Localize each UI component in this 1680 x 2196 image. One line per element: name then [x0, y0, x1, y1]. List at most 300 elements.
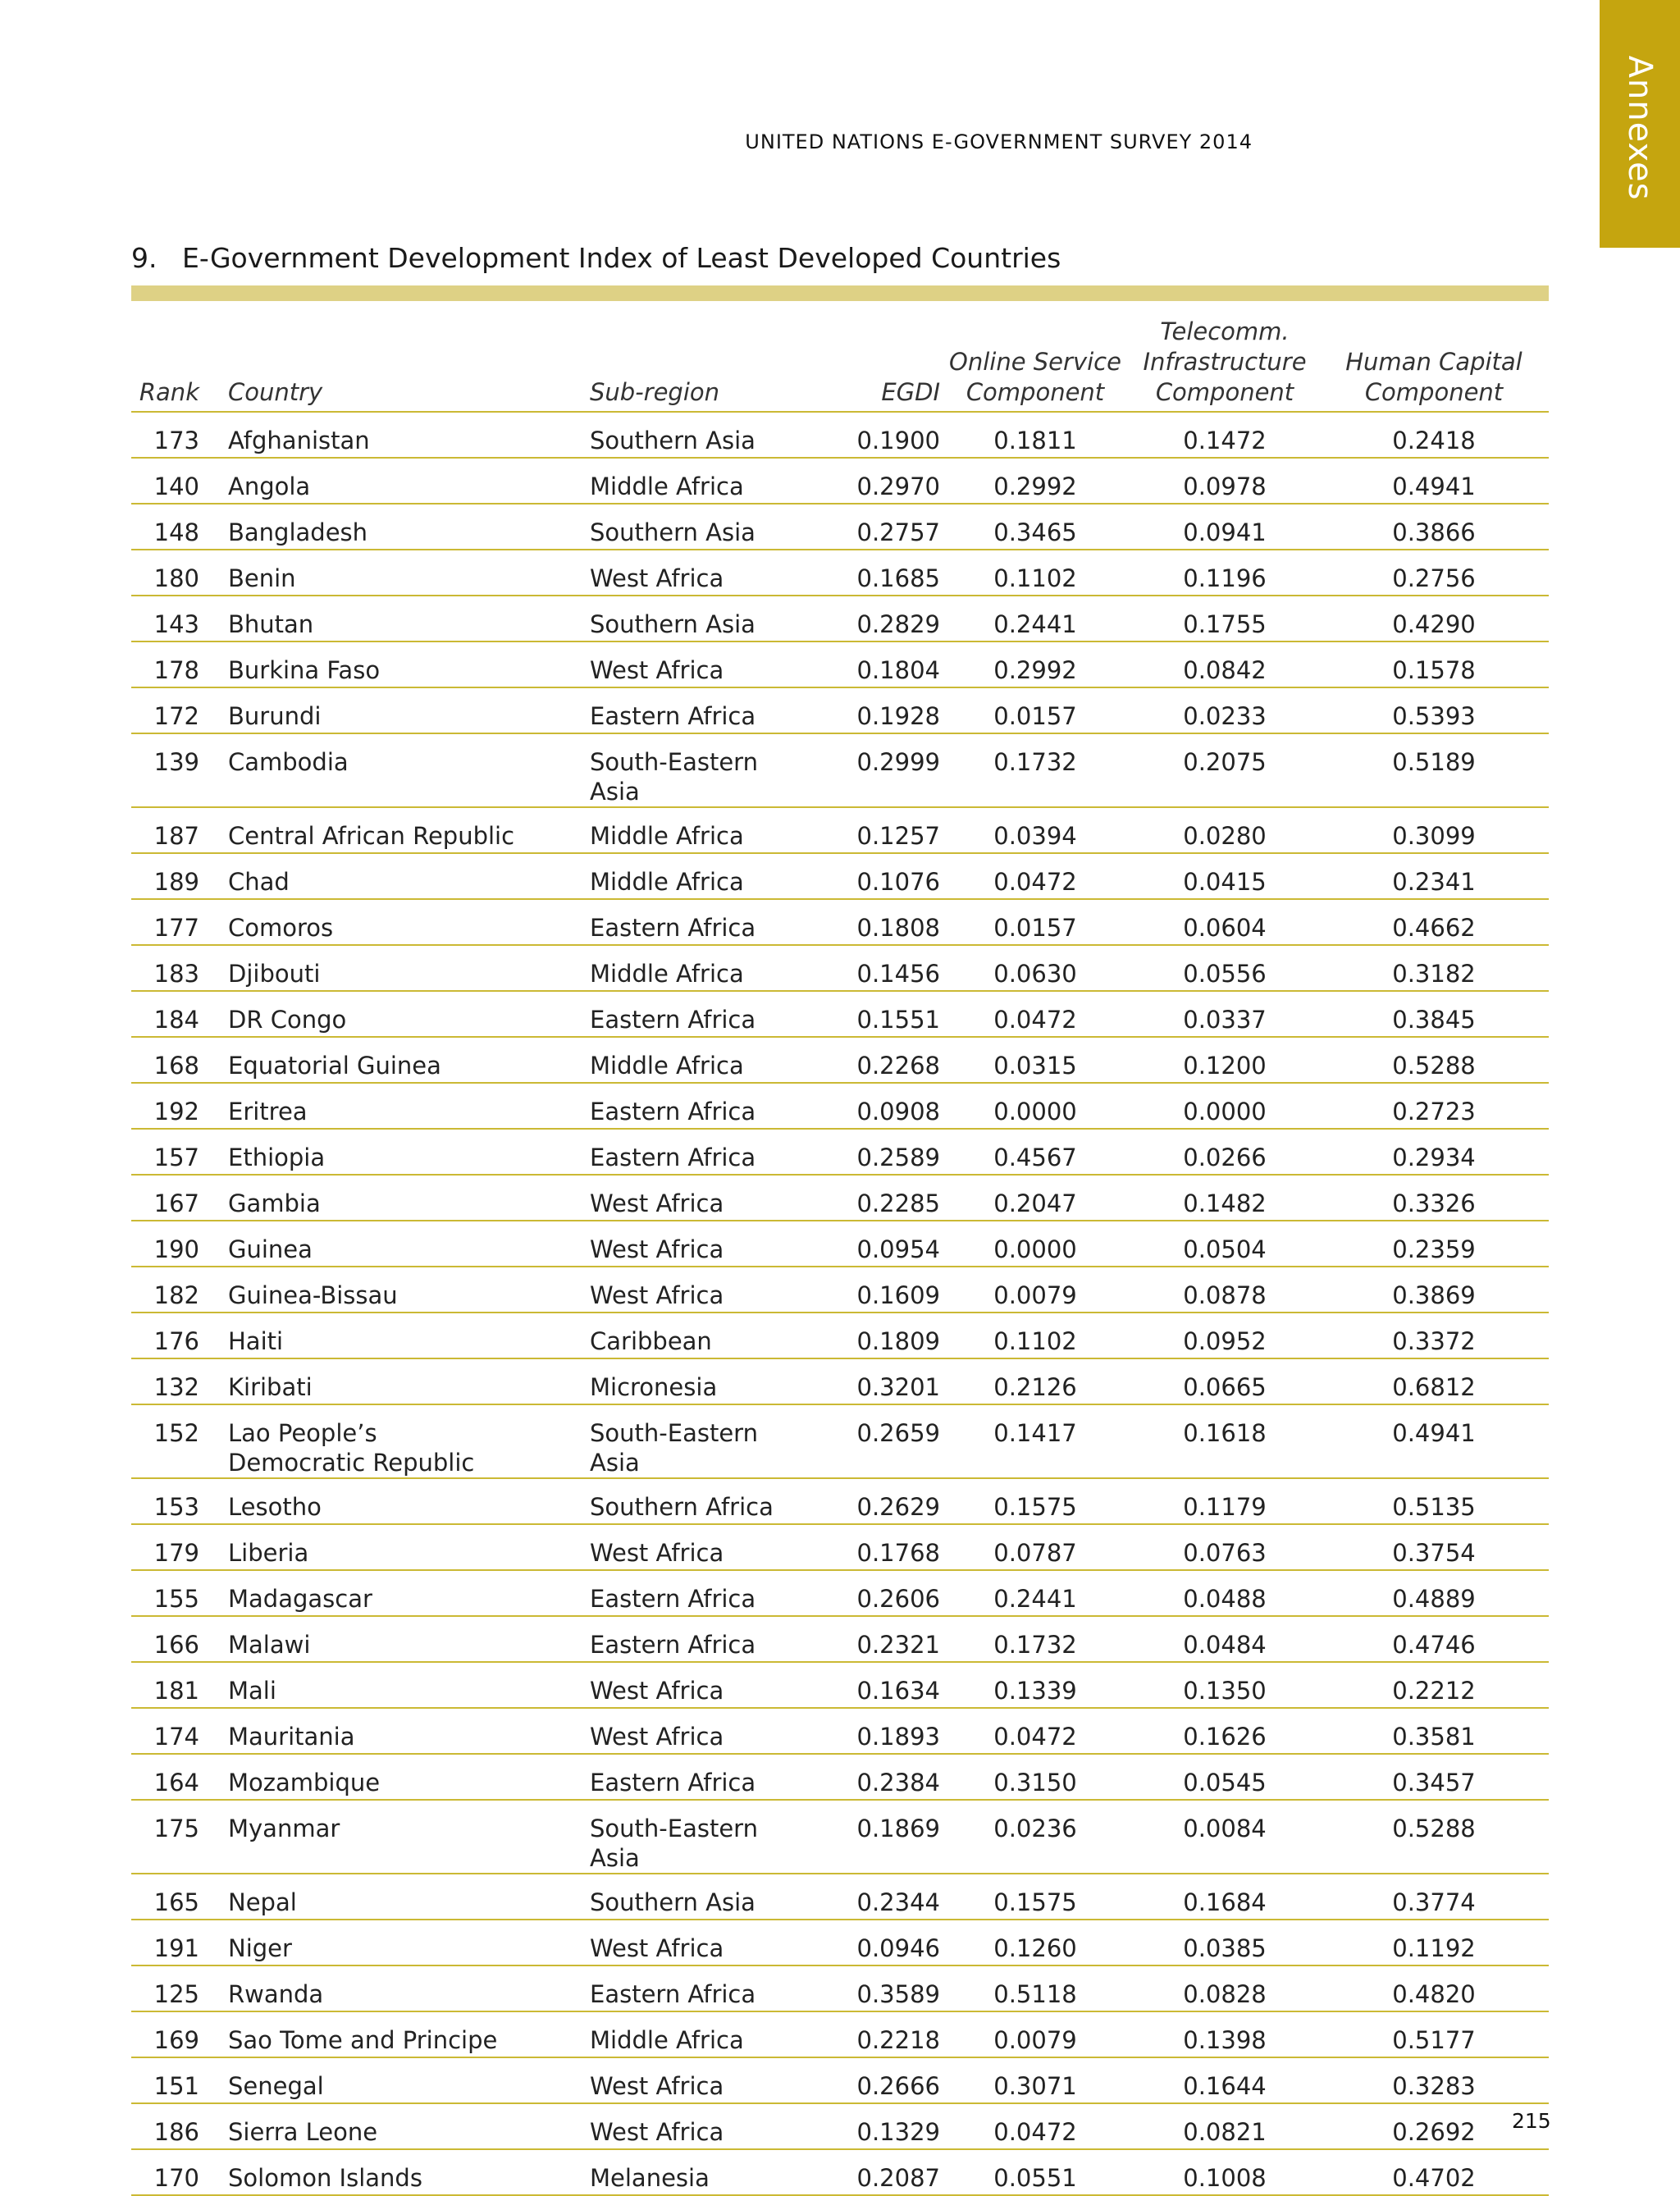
egdi-cell: 0.2970 — [810, 458, 940, 504]
telecomm-cell: 0.0941 — [1130, 504, 1319, 550]
online-service-cell: 0.2126 — [940, 1358, 1130, 1404]
country-cell: Equatorial Guinea — [203, 1037, 590, 1083]
telecomm-cell: 0.0604 — [1130, 899, 1319, 945]
rank-cell: 125 — [131, 1965, 203, 2011]
telecomm-cell: 0.0828 — [1130, 1965, 1319, 2011]
country-cell: Niger — [203, 1920, 590, 1965]
online-service-cell: 0.1417 — [940, 1404, 1130, 1478]
online-service-cell: 0.1339 — [940, 1662, 1130, 1708]
country-cell: Bangladesh — [203, 504, 590, 550]
table-row — [131, 807, 1549, 853]
telecomm-cell: 0.0504 — [1130, 1221, 1319, 1267]
online-service-cell: 0.0551 — [940, 2149, 1130, 2195]
survey-header: UNITED NATIONS E-GOVERNMENT SURVEY 2014 — [745, 130, 1253, 153]
online-service-cell: 0.0472 — [940, 853, 1130, 899]
human-capital-cell: 0.5288 — [1319, 1800, 1549, 1874]
country-cell: Guinea-Bissau — [203, 1267, 590, 1313]
human-capital-cell: 0.3869 — [1319, 1267, 1549, 1313]
country-cell: Afghanistan — [203, 412, 590, 458]
telecomm-cell: 0.1755 — [1130, 596, 1319, 641]
table-row — [131, 1083, 1549, 1129]
telecomm-cell: 0.0385 — [1130, 1920, 1319, 1965]
human-capital-cell: 0.4889 — [1319, 1570, 1549, 1616]
subregion-cell: West Africa — [590, 1708, 810, 1754]
title-rule — [131, 285, 1549, 301]
telecomm-cell: 0.0484 — [1130, 1616, 1319, 1662]
subregion-cell: West Africa — [590, 2103, 810, 2149]
subregion-cell: Eastern Africa — [590, 1754, 810, 1800]
table-row — [131, 1358, 1549, 1404]
online-service-cell: 0.2047 — [940, 1175, 1130, 1221]
country-cell: Gambia — [203, 1175, 590, 1221]
subregion-cell: South-Eastern Asia — [590, 1404, 810, 1478]
telecomm-cell: 0.1626 — [1130, 1708, 1319, 1754]
egdi-cell: 0.2666 — [810, 2057, 940, 2103]
country-cell: Ethiopia — [203, 1129, 590, 1175]
telecomm-cell: 0.0763 — [1130, 1524, 1319, 1570]
rank-cell: 139 — [131, 733, 203, 807]
country-cell: Eritrea — [203, 1083, 590, 1129]
online-service-cell: 0.0157 — [940, 899, 1130, 945]
country-cell: Solomon Islands — [203, 2149, 590, 2195]
rank-cell: 172 — [131, 687, 203, 733]
subregion-cell: Caribbean — [590, 1313, 810, 1358]
rank-cell: 186 — [131, 2103, 203, 2149]
egdi-cell: 0.1257 — [810, 807, 940, 853]
human-capital-cell: 0.3099 — [1319, 807, 1549, 853]
human-capital-cell: 0.3866 — [1319, 504, 1549, 550]
annexes-tab — [1600, 0, 1680, 248]
country-cell: Mauritania — [203, 1708, 590, 1754]
subregion-cell: West Africa — [590, 641, 810, 687]
telecomm-cell: 0.1482 — [1130, 1175, 1319, 1221]
col-subregion-header: Sub-region — [590, 310, 810, 412]
telecomm-cell: 0.0000 — [1130, 1083, 1319, 1129]
table-row — [131, 899, 1549, 945]
human-capital-cell: 0.4746 — [1319, 1616, 1549, 1662]
subregion-cell: West Africa — [590, 1524, 810, 1570]
subregion-cell: West Africa — [590, 1662, 810, 1708]
egdi-cell: 0.2268 — [810, 1037, 940, 1083]
human-capital-cell: 0.2756 — [1319, 550, 1549, 596]
online-service-cell: 0.0630 — [940, 945, 1130, 991]
egdi-cell: 0.1804 — [810, 641, 940, 687]
human-capital-cell: 0.3182 — [1319, 945, 1549, 991]
table-row — [131, 458, 1549, 504]
table-row — [131, 687, 1549, 733]
subregion-cell: Melanesia — [590, 2149, 810, 2195]
subregion-cell: Micronesia — [590, 1358, 810, 1404]
online-service-cell: 0.3150 — [940, 1754, 1130, 1800]
egdi-cell: 0.2606 — [810, 1570, 940, 1616]
section-number: 9. — [131, 242, 158, 274]
table-row — [131, 2149, 1549, 2195]
egdi-cell: 0.2344 — [810, 1874, 940, 1920]
rank-cell: 170 — [131, 2149, 203, 2195]
subregion-cell: Southern Africa — [590, 1478, 810, 1524]
subregion-cell: Middle Africa — [590, 853, 810, 899]
table-row — [131, 1037, 1549, 1083]
country-cell: Bhutan — [203, 596, 590, 641]
subregion-cell: South-Eastern Asia — [590, 733, 810, 807]
human-capital-cell: 0.3326 — [1319, 1175, 1549, 1221]
human-capital-cell: 0.3774 — [1319, 1874, 1549, 1920]
table-row — [131, 1175, 1549, 1221]
telecomm-cell: 0.0821 — [1130, 2103, 1319, 2149]
country-cell: Mozambique — [203, 1754, 590, 1800]
online-service-cell: 0.0000 — [940, 1221, 1130, 1267]
human-capital-cell: 0.3581 — [1319, 1708, 1549, 1754]
country-cell: Angola — [203, 458, 590, 504]
online-service-cell: 0.1575 — [940, 1874, 1130, 1920]
online-service-cell: 0.1732 — [940, 1616, 1130, 1662]
human-capital-cell: 0.2359 — [1319, 1221, 1549, 1267]
egdi-cell: 0.1609 — [810, 1267, 940, 1313]
human-capital-cell: 0.4702 — [1319, 2149, 1549, 2195]
online-service-cell: 0.0236 — [940, 1800, 1130, 1874]
human-capital-cell: 0.2341 — [1319, 853, 1549, 899]
egdi-cell: 0.1076 — [810, 853, 940, 899]
human-capital-cell: 0.5135 — [1319, 1478, 1549, 1524]
telecomm-cell: 0.0978 — [1130, 458, 1319, 504]
online-service-cell: 0.1732 — [940, 733, 1130, 807]
country-cell: Myanmar — [203, 1800, 590, 1874]
country-cell: Nepal — [203, 1874, 590, 1920]
table-row — [131, 1874, 1549, 1920]
page-number: 215 — [1512, 2109, 1551, 2133]
rank-cell: 153 — [131, 1478, 203, 1524]
telecomm-cell: 0.1196 — [1130, 550, 1319, 596]
table-row — [131, 1800, 1549, 1874]
country-cell: Comoros — [203, 899, 590, 945]
table-row — [131, 2103, 1549, 2149]
subregion-cell: Middle Africa — [590, 2011, 810, 2057]
egdi-cell: 0.2285 — [810, 1175, 940, 1221]
online-service-cell: 0.2441 — [940, 596, 1130, 641]
online-service-cell: 0.0000 — [940, 1083, 1130, 1129]
telecomm-cell: 0.0266 — [1130, 1129, 1319, 1175]
rank-cell: 190 — [131, 1221, 203, 1267]
telecomm-cell: 0.0488 — [1130, 1570, 1319, 1616]
egdi-cell: 0.1809 — [810, 1313, 940, 1358]
egdi-table — [131, 310, 1549, 2196]
rank-cell: 165 — [131, 1874, 203, 1920]
subregion-cell: West Africa — [590, 1920, 810, 1965]
rank-cell: 189 — [131, 853, 203, 899]
subregion-cell: Eastern Africa — [590, 899, 810, 945]
online-service-cell: 0.1102 — [940, 1313, 1130, 1358]
egdi-cell: 0.2589 — [810, 1129, 940, 1175]
online-service-cell: 0.1811 — [940, 412, 1130, 458]
table-body — [131, 412, 1549, 2195]
rank-cell: 155 — [131, 1570, 203, 1616]
section-title — [131, 242, 1061, 274]
human-capital-cell: 0.2934 — [1319, 1129, 1549, 1175]
telecomm-cell: 0.0952 — [1130, 1313, 1319, 1358]
egdi-cell: 0.0954 — [810, 1221, 940, 1267]
human-capital-cell: 0.5189 — [1319, 733, 1549, 807]
rank-cell: 182 — [131, 1267, 203, 1313]
human-capital-cell: 0.2212 — [1319, 1662, 1549, 1708]
telecomm-cell: 0.1684 — [1130, 1874, 1319, 1920]
table-row — [131, 1313, 1549, 1358]
rank-cell: 192 — [131, 1083, 203, 1129]
table-row — [131, 641, 1549, 687]
table-row — [131, 1754, 1549, 1800]
country-cell: Mali — [203, 1662, 590, 1708]
rank-cell: 148 — [131, 504, 203, 550]
subregion-cell: Eastern Africa — [590, 1083, 810, 1129]
country-cell: Guinea — [203, 1221, 590, 1267]
egdi-cell: 0.2321 — [810, 1616, 940, 1662]
rank-cell: 173 — [131, 412, 203, 458]
online-service-cell: 0.3071 — [940, 2057, 1130, 2103]
col-egdi-header: EGDI — [810, 310, 940, 412]
country-cell: Cambodia — [203, 733, 590, 807]
table-row — [131, 1965, 1549, 2011]
country-cell: Haiti — [203, 1313, 590, 1358]
country-cell: Liberia — [203, 1524, 590, 1570]
rank-cell: 183 — [131, 945, 203, 991]
human-capital-cell: 0.4941 — [1319, 458, 1549, 504]
rank-cell: 169 — [131, 2011, 203, 2057]
telecomm-cell: 0.0878 — [1130, 1267, 1319, 1313]
online-service-cell: 0.5118 — [940, 1965, 1130, 2011]
telecomm-cell: 0.0337 — [1130, 991, 1319, 1037]
human-capital-cell: 0.3754 — [1319, 1524, 1549, 1570]
human-capital-cell: 0.5288 — [1319, 1037, 1549, 1083]
egdi-cell: 0.1869 — [810, 1800, 940, 1874]
online-service-cell: 0.0315 — [940, 1037, 1130, 1083]
subregion-cell: Eastern Africa — [590, 1965, 810, 2011]
table-row — [131, 1616, 1549, 1662]
human-capital-cell: 0.4941 — [1319, 1404, 1549, 1478]
col-country-header: Country — [203, 310, 590, 412]
egdi-cell: 0.2659 — [810, 1404, 940, 1478]
table-row — [131, 1708, 1549, 1754]
country-cell: Djibouti — [203, 945, 590, 991]
egdi-cell: 0.1808 — [810, 899, 940, 945]
table-row — [131, 504, 1549, 550]
country-cell: Rwanda — [203, 1965, 590, 2011]
table-row — [131, 1662, 1549, 1708]
rank-cell: 152 — [131, 1404, 203, 1478]
subregion-cell: Eastern Africa — [590, 1570, 810, 1616]
country-cell: Burkina Faso — [203, 641, 590, 687]
human-capital-cell: 0.4662 — [1319, 899, 1549, 945]
online-service-cell: 0.1102 — [940, 550, 1130, 596]
country-cell: Lao People’s Democratic Republic — [203, 1404, 590, 1478]
subregion-cell: Eastern Africa — [590, 1129, 810, 1175]
annexes-tab-label: Annexes — [1621, 55, 1659, 201]
subregion-cell: West Africa — [590, 1267, 810, 1313]
table-row — [131, 1404, 1549, 1478]
human-capital-cell: 0.2723 — [1319, 1083, 1549, 1129]
telecomm-cell: 0.1200 — [1130, 1037, 1319, 1083]
subregion-cell: Middle Africa — [590, 945, 810, 991]
telecomm-cell: 0.0233 — [1130, 687, 1319, 733]
egdi-cell: 0.2087 — [810, 2149, 940, 2195]
table-row — [131, 945, 1549, 991]
egdi-cell: 0.2757 — [810, 504, 940, 550]
telecomm-cell: 0.0556 — [1130, 945, 1319, 991]
egdi-cell: 0.1456 — [810, 945, 940, 991]
telecomm-cell: 0.0415 — [1130, 853, 1319, 899]
col-telecomm-header: Telecomm. Infrastructure Component — [1130, 310, 1319, 412]
country-cell: Sierra Leone — [203, 2103, 590, 2149]
rank-cell: 184 — [131, 991, 203, 1037]
rank-cell: 187 — [131, 807, 203, 853]
col-rank-header: Rank — [131, 310, 203, 412]
egdi-cell: 0.2218 — [810, 2011, 940, 2057]
country-cell: Kiribati — [203, 1358, 590, 1404]
online-service-cell: 0.0472 — [940, 2103, 1130, 2149]
egdi-cell: 0.0908 — [810, 1083, 940, 1129]
country-cell: Malawi — [203, 1616, 590, 1662]
subregion-cell: West Africa — [590, 2057, 810, 2103]
table-row — [131, 1524, 1549, 1570]
egdi-cell: 0.1329 — [810, 2103, 940, 2149]
subregion-cell: West Africa — [590, 550, 810, 596]
egdi-cell: 0.1768 — [810, 1524, 940, 1570]
rank-cell: 151 — [131, 2057, 203, 2103]
online-service-cell: 0.1260 — [940, 1920, 1130, 1965]
egdi-cell: 0.2384 — [810, 1754, 940, 1800]
subregion-cell: Southern Asia — [590, 596, 810, 641]
subregion-cell: Southern Asia — [590, 1874, 810, 1920]
egdi-cell: 0.1634 — [810, 1662, 940, 1708]
online-service-cell: 0.3465 — [940, 504, 1130, 550]
country-cell: Madagascar — [203, 1570, 590, 1616]
country-cell: DR Congo — [203, 991, 590, 1037]
online-service-cell: 0.0472 — [940, 991, 1130, 1037]
online-service-cell: 0.0787 — [940, 1524, 1130, 1570]
subregion-cell: Middle Africa — [590, 458, 810, 504]
table-row — [131, 1570, 1549, 1616]
subregion-cell: Southern Asia — [590, 504, 810, 550]
human-capital-cell: 0.5177 — [1319, 2011, 1549, 2057]
rank-cell: 180 — [131, 550, 203, 596]
telecomm-cell: 0.0842 — [1130, 641, 1319, 687]
rank-cell: 178 — [131, 641, 203, 687]
subregion-cell: South-Eastern Asia — [590, 1800, 810, 1874]
rank-cell: 143 — [131, 596, 203, 641]
country-cell: Sao Tome and Principe — [203, 2011, 590, 2057]
egdi-cell: 0.3201 — [810, 1358, 940, 1404]
telecomm-cell: 0.0280 — [1130, 807, 1319, 853]
rank-cell: 140 — [131, 458, 203, 504]
subregion-cell: Southern Asia — [590, 412, 810, 458]
telecomm-cell: 0.0545 — [1130, 1754, 1319, 1800]
rank-cell: 166 — [131, 1616, 203, 1662]
egdi-cell: 0.2829 — [810, 596, 940, 641]
subregion-cell: Eastern Africa — [590, 687, 810, 733]
human-capital-cell: 0.1578 — [1319, 641, 1549, 687]
table-row — [131, 2011, 1549, 2057]
rank-cell: 132 — [131, 1358, 203, 1404]
online-service-cell: 0.0394 — [940, 807, 1130, 853]
telecomm-cell: 0.1618 — [1130, 1404, 1319, 1478]
human-capital-cell: 0.2418 — [1319, 412, 1549, 458]
rank-cell: 174 — [131, 1708, 203, 1754]
table-row — [131, 1478, 1549, 1524]
rank-cell: 175 — [131, 1800, 203, 1874]
egdi-cell: 0.1893 — [810, 1708, 940, 1754]
col-online-service-header: Online Service Component — [940, 310, 1130, 412]
egdi-cell: 0.1551 — [810, 991, 940, 1037]
telecomm-cell: 0.1008 — [1130, 2149, 1319, 2195]
subregion-cell: Eastern Africa — [590, 1616, 810, 1662]
human-capital-cell: 0.2692 — [1319, 2103, 1549, 2149]
human-capital-cell: 0.6812 — [1319, 1358, 1549, 1404]
egdi-cell: 0.2629 — [810, 1478, 940, 1524]
egdi-cell: 0.1928 — [810, 687, 940, 733]
online-service-cell: 0.0472 — [940, 1708, 1130, 1754]
subregion-cell: Eastern Africa — [590, 991, 810, 1037]
rank-cell: 177 — [131, 899, 203, 945]
telecomm-cell: 0.1350 — [1130, 1662, 1319, 1708]
telecomm-cell: 0.0665 — [1130, 1358, 1319, 1404]
human-capital-cell: 0.4290 — [1319, 596, 1549, 641]
egdi-cell: 0.2999 — [810, 733, 940, 807]
table-row — [131, 733, 1549, 807]
subregion-cell: Middle Africa — [590, 1037, 810, 1083]
telecomm-cell: 0.1398 — [1130, 2011, 1319, 2057]
human-capital-cell: 0.3372 — [1319, 1313, 1549, 1358]
rank-cell: 167 — [131, 1175, 203, 1221]
egdi-cell: 0.0946 — [810, 1920, 940, 1965]
table-row — [131, 1920, 1549, 1965]
telecomm-cell: 0.0084 — [1130, 1800, 1319, 1874]
subregion-cell: West Africa — [590, 1221, 810, 1267]
telecomm-cell: 0.1472 — [1130, 412, 1319, 458]
human-capital-cell: 0.3845 — [1319, 991, 1549, 1037]
egdi-cell: 0.3589 — [810, 1965, 940, 2011]
rank-cell: 176 — [131, 1313, 203, 1358]
rank-cell: 168 — [131, 1037, 203, 1083]
country-cell: Chad — [203, 853, 590, 899]
human-capital-cell: 0.5393 — [1319, 687, 1549, 733]
table-header-row — [131, 310, 1549, 412]
table-row — [131, 853, 1549, 899]
subregion-cell: Middle Africa — [590, 807, 810, 853]
rank-cell: 181 — [131, 1662, 203, 1708]
online-service-cell: 0.2992 — [940, 458, 1130, 504]
online-service-cell: 0.2992 — [940, 641, 1130, 687]
online-service-cell: 0.1575 — [940, 1478, 1130, 1524]
country-cell: Benin — [203, 550, 590, 596]
rank-cell: 157 — [131, 1129, 203, 1175]
country-cell: Central African Republic — [203, 807, 590, 853]
country-cell: Lesotho — [203, 1478, 590, 1524]
telecomm-cell: 0.1179 — [1130, 1478, 1319, 1524]
rank-cell: 179 — [131, 1524, 203, 1570]
online-service-cell: 0.0079 — [940, 1267, 1130, 1313]
section-title-text: E-Government Development Index of Least Developed Countries — [182, 242, 1061, 274]
table-row — [131, 1221, 1549, 1267]
telecomm-cell: 0.1644 — [1130, 2057, 1319, 2103]
table-row — [131, 991, 1549, 1037]
col-human-capital-header: Human Capital Component — [1319, 310, 1549, 412]
table-row — [131, 1129, 1549, 1175]
online-service-cell: 0.4567 — [940, 1129, 1130, 1175]
online-service-cell: 0.0079 — [940, 2011, 1130, 2057]
egdi-cell: 0.1685 — [810, 550, 940, 596]
telecomm-cell: 0.2075 — [1130, 733, 1319, 807]
rank-cell: 191 — [131, 1920, 203, 1965]
human-capital-cell: 0.4820 — [1319, 1965, 1549, 2011]
online-service-cell: 0.0157 — [940, 687, 1130, 733]
